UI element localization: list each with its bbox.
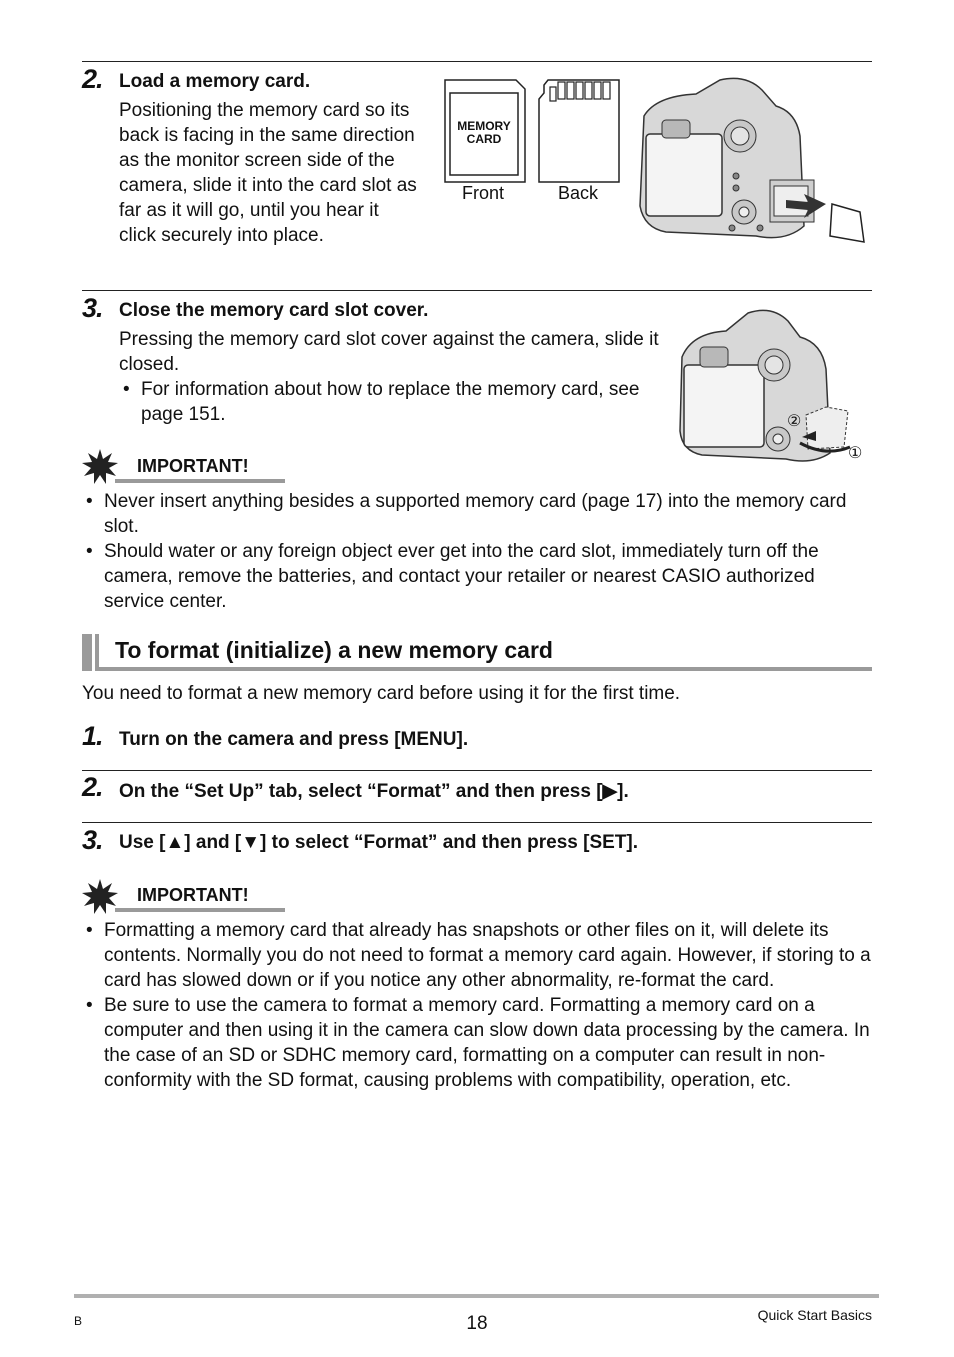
step-number: 3. (82, 825, 103, 855)
page-number: 18 (466, 1313, 488, 1334)
footer-rule (74, 1294, 879, 1298)
step3-rule (82, 290, 872, 291)
memory-card-text: MEMORY CARD (457, 119, 511, 146)
step-rule (82, 770, 872, 771)
important-burst-icon (82, 879, 118, 915)
step-number: 1. (82, 721, 103, 751)
list-item: • Never insert anything besides a supported memory card (page 17) into the memory card slot. (82, 489, 872, 539)
section-heading-bar-thin (95, 634, 99, 671)
marker-1: ① (848, 445, 863, 462)
memory-card-label (448, 120, 520, 146)
memory-card-back-illustration (538, 79, 620, 183)
important-list (82, 489, 872, 614)
step-title: On the “Set Up” tab, select “Format” and then press [▶]. (119, 781, 629, 802)
step-title: Close the memory card slot cover. (119, 300, 429, 321)
footer-left: B (74, 1314, 83, 1328)
step-title: Use [▲] and [▼] to select “Format” and then press [SET]. (119, 832, 639, 853)
important-label: IMPORTANT! (137, 456, 249, 476)
camera-insert-card-illustration (636, 76, 872, 248)
section-heading-rule (99, 667, 872, 671)
back-label: Back (558, 183, 599, 203)
important-label: IMPORTANT! (137, 885, 249, 905)
footer-right: Quick Start Basics (757, 1307, 872, 1323)
list-item: • Formatting a memory card that already has snapshots or other files on it, will delete its contents. Normally you do not need to format a memory card again. However, if storing to a card has slowed down or if you notice any other abnormality, re-format the card. (82, 918, 872, 993)
step-number: 3. (82, 293, 103, 323)
step-title: Turn on the camera and press [MENU]. (119, 729, 469, 750)
top-rule (82, 61, 872, 62)
list-item: • Should water or any foreign object ever get into the card slot, immediately turn off the camera, remove the batteries, and contact your retailer or nearest CASIO authorized service center. (82, 539, 872, 614)
list-item: • Be sure to use the camera to format a memory card. Formatting a memory card on a computer and then using it in the camera can slow down data processing by the camera. In the case of an SD or SDHC memory card, formatting on a computer can result in non-conformity with the SD format, causing problems with compatibility, operation, etc. (82, 993, 872, 1093)
step-rule (82, 822, 872, 823)
section-heading-bar (82, 634, 92, 671)
camera-close-cover-illustration (676, 307, 872, 467)
section-intro: You need to format a new memory card before using it for the first time. (82, 683, 681, 704)
marker-2: ② (787, 413, 802, 430)
important-underline (115, 479, 285, 483)
front-label: Front (462, 183, 505, 203)
step-text: Positioning the memory card so its back is facing in the same direction as the monitor screen side of the camera, slide it into the card slot as far as it will go, until you hear it click securely into place. (119, 100, 417, 246)
important-underline (115, 908, 285, 912)
step-number: 2. (82, 772, 103, 802)
step-text: Pressing the memory card slot cover against the camera, slide it closed. (119, 329, 659, 375)
step-title: Load a memory card. (119, 71, 311, 92)
list-item: • For information about how to replace the memory card, see page 151. (119, 377, 659, 427)
important-list (82, 918, 872, 1093)
section-heading: To format (initialize) a new memory card (115, 637, 553, 663)
step-number: 2. (82, 64, 103, 94)
important-burst-icon (82, 449, 118, 485)
step3-bullets (119, 377, 659, 427)
